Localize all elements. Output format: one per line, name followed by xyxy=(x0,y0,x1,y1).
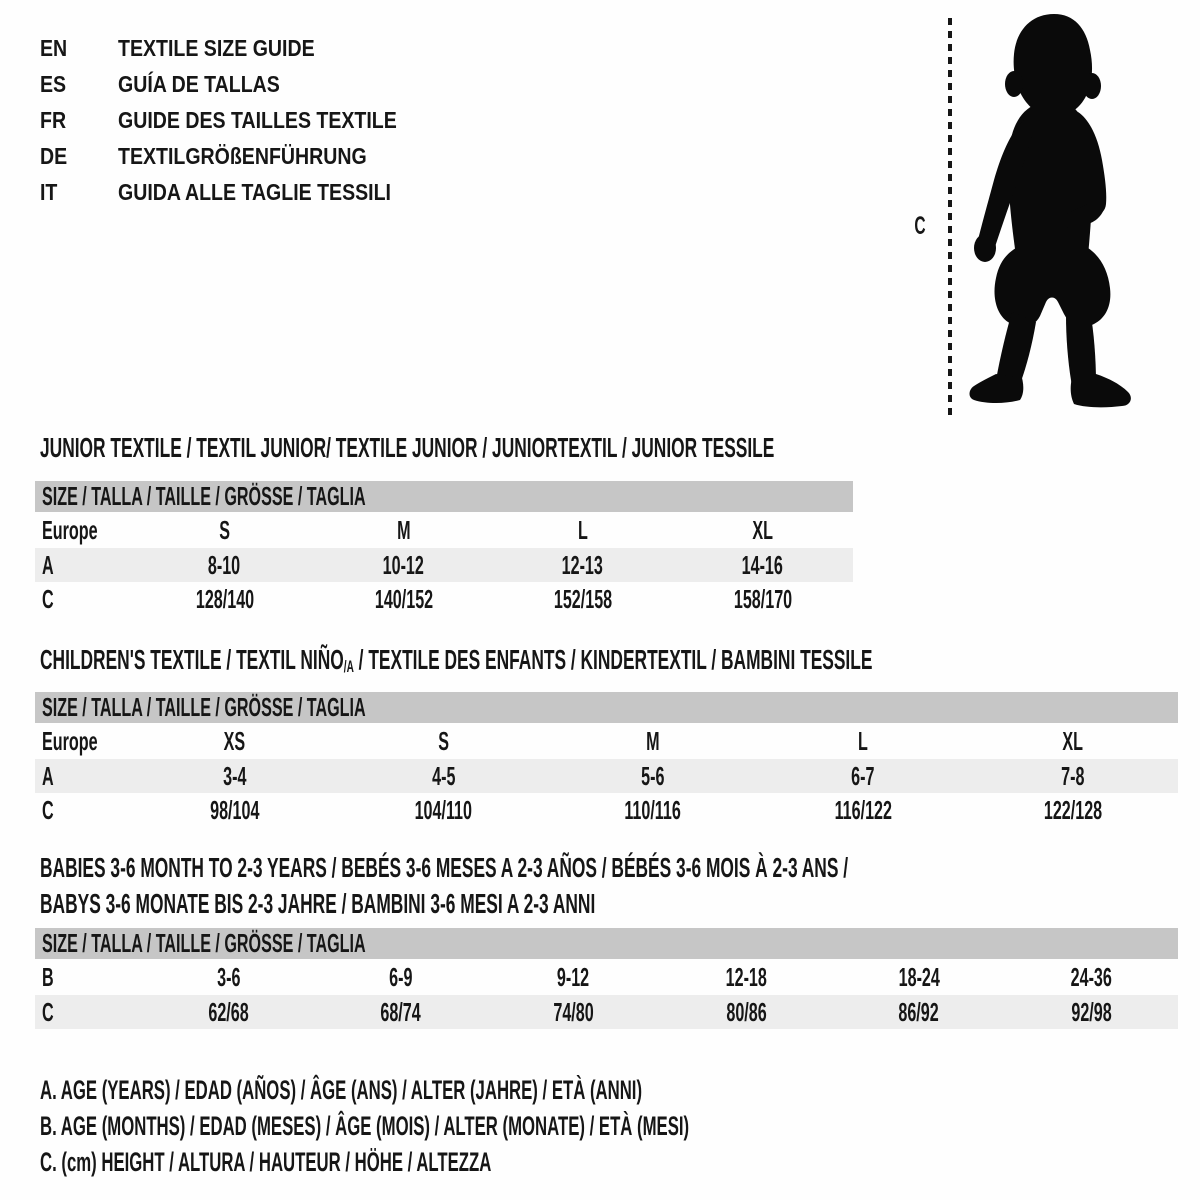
lang-code-es: ES xyxy=(40,70,67,97)
table-cell: 18-24 xyxy=(898,961,940,992)
row-label: C xyxy=(42,583,54,614)
junior-section-title: JUNIOR TEXTILE / TEXTIL JUNIOR/ TEXTILE JUNIOR / JUNIORTEXTIL / JUNIOR TESSILE xyxy=(40,432,775,463)
junior-size-table xyxy=(35,481,853,616)
table-cell: 24-36 xyxy=(1070,961,1113,992)
size-header-label: SIZE / TALLA / TAILLE / GRÖSSE / TAGLIA xyxy=(42,481,366,511)
table-cell: 10-12 xyxy=(382,549,425,580)
size-header-label: SIZE / TALLA / TAILLE / GRÖSSE / TAGLIA xyxy=(42,928,366,958)
row-label-cell xyxy=(35,582,135,616)
babies-title-line2: BABYS 3-6 MONATE BIS 2-3 JAHRE / BAMBINI 3-6 MESI A 2-3 ANNI xyxy=(40,888,596,919)
height-measure-dashed-line xyxy=(948,18,952,416)
size-header-bar xyxy=(35,692,1178,723)
table-cell: 104/110 xyxy=(414,794,473,825)
table-cell: XL xyxy=(1062,725,1084,756)
row-label-cell xyxy=(35,959,143,995)
table-cell: 140/152 xyxy=(374,583,433,614)
title-subscript: /A xyxy=(343,657,354,676)
row-label: Europe xyxy=(42,725,98,756)
measurement-legend xyxy=(40,1072,1087,1180)
row-label-cell xyxy=(35,793,130,827)
guide-title-en: TEXTILE SIZE GUIDE xyxy=(118,34,315,61)
guide-title-fr: GUIDE DES TAILLES TEXTILE xyxy=(118,106,397,133)
table-cell: 8-10 xyxy=(208,549,241,580)
table-cell: 92/98 xyxy=(1071,996,1112,1027)
row-label: Europe xyxy=(42,514,98,545)
row-label: C xyxy=(42,996,54,1027)
row-label-cell xyxy=(35,995,143,1029)
row-label: B xyxy=(42,961,54,992)
row-label: C xyxy=(42,794,54,825)
table-cell: 152/158 xyxy=(553,583,612,614)
table-row-age-years xyxy=(35,548,853,582)
table-row-height-cm xyxy=(35,995,1178,1029)
lang-row-en xyxy=(40,30,446,66)
table-cell: S xyxy=(219,514,230,545)
table-cell: 3-6 xyxy=(217,961,241,992)
size-header-label: SIZE / TALLA / TAILLE / GRÖSSE / TAGLIA xyxy=(42,692,366,722)
babies-size-table xyxy=(35,928,1178,1029)
table-row-europe xyxy=(35,723,1178,759)
table-cell: 80/86 xyxy=(726,996,767,1027)
legend-line-c: C. (cm) HEIGHT / ALTURA / HAUTEUR / HÖHE / ALTEZZA xyxy=(40,1146,492,1177)
row-label-cell xyxy=(35,759,130,793)
table-cell: 110/116 xyxy=(624,794,682,825)
table-cell: 14-16 xyxy=(741,549,784,580)
table-row-age-months xyxy=(35,959,1178,995)
babies-title-line1: BABIES 3-6 MONTH TO 2-3 YEARS / BEBÉS 3-6 MESES A 2-3 AÑOS / BÉBÉS 3-6 MOIS À 2-3 ANS / xyxy=(40,852,849,883)
table-cell: 9-12 xyxy=(557,961,590,992)
guide-title-it: GUIDA ALLE TAGLIE TESSILI xyxy=(118,178,391,205)
size-header-bar xyxy=(35,481,853,512)
table-cell: XS xyxy=(223,725,246,756)
table-cell: M xyxy=(396,514,411,545)
row-label-cell xyxy=(35,548,135,582)
table-cell: S xyxy=(438,725,449,756)
table-cell: 86/92 xyxy=(898,996,940,1027)
table-cell: L xyxy=(858,725,868,756)
children-section-title: CHILDREN'S TEXTILE / TEXTIL NIÑO/A / TEXTILE DES ENFANTS / KINDERTEXTIL / BAMBINI TESSILE xyxy=(40,644,873,676)
lang-row-de xyxy=(40,138,446,174)
lang-row-fr xyxy=(40,102,446,138)
table-cell: 12-13 xyxy=(561,549,604,580)
lang-code-fr: FR xyxy=(40,106,67,133)
table-cell: 12-18 xyxy=(725,961,768,992)
table-cell: 74/80 xyxy=(553,996,594,1027)
table-cell: 6-7 xyxy=(851,760,875,791)
table-cell: 116/122 xyxy=(834,794,892,825)
guide-title-de: TEXTILGRÖßENFÜHRUNG xyxy=(118,142,367,169)
children-size-table xyxy=(35,692,1178,827)
legend-line-a: A. AGE (YEARS) / EDAD (AÑOS) / ÂGE (ANS) / ALTER (JAHRE) / ETÀ (ANNI) xyxy=(40,1074,643,1105)
table-cell: 122/128 xyxy=(1043,794,1103,825)
table-cell: 6-9 xyxy=(389,961,413,992)
row-label-cell xyxy=(35,723,130,759)
table-cell: 5-6 xyxy=(641,760,665,791)
table-cell: 4-5 xyxy=(431,760,456,791)
lang-code-it: IT xyxy=(40,178,58,205)
row-label-cell xyxy=(35,512,135,548)
row-label: A xyxy=(42,760,54,791)
table-cell: 98/104 xyxy=(209,794,260,825)
guide-title-es: GUÍA DE TALLAS xyxy=(118,70,280,97)
row-label: A xyxy=(42,549,54,580)
table-cell: 7-8 xyxy=(1061,760,1085,791)
size-header-bar xyxy=(35,928,1178,959)
table-cell: 68/74 xyxy=(380,996,422,1027)
lang-row-es xyxy=(40,66,446,102)
lang-code-de: DE xyxy=(40,142,68,169)
legend-line-b: B. AGE (MONTHS) / EDAD (MESES) / ÂGE (MOIS) / ALTER (MONATE) / ETÀ (MESI) xyxy=(40,1110,690,1141)
table-row-europe xyxy=(35,512,853,548)
table-row-height-cm xyxy=(35,793,1178,827)
table-header-row xyxy=(35,481,853,512)
table-cell: XL xyxy=(752,514,773,545)
table-header-row xyxy=(35,928,1178,959)
table-header-row xyxy=(35,692,1178,723)
table-cell: M xyxy=(646,725,660,756)
table-cell: 158/170 xyxy=(733,583,792,614)
height-measure-label: C xyxy=(914,212,926,240)
table-row-height-cm xyxy=(35,582,853,616)
table-cell: 62/68 xyxy=(208,996,250,1027)
table-cell: 128/140 xyxy=(195,583,254,614)
table-row-age-years xyxy=(35,759,1178,793)
table-cell: 3-4 xyxy=(222,760,247,791)
language-title-list xyxy=(40,30,446,210)
lang-code-en: EN xyxy=(40,34,68,61)
babies-section-title xyxy=(40,850,1200,922)
table-cell: L xyxy=(577,514,588,545)
toddler-silhouette xyxy=(966,12,1138,414)
lang-row-it xyxy=(40,174,446,210)
